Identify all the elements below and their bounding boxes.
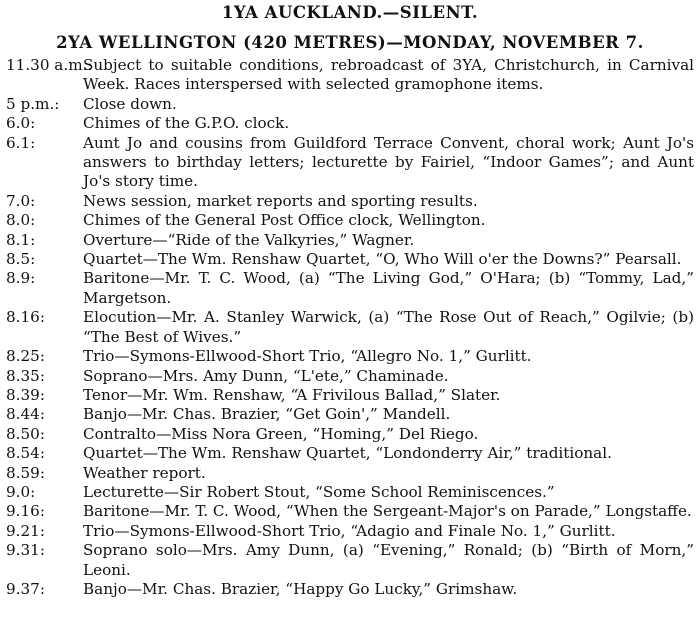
programme-entry: [6, 269, 694, 308]
programme-list: [6, 56, 694, 599]
programme-entry: [6, 541, 694, 580]
programme-entry: [6, 134, 694, 192]
programme-entry: [6, 425, 694, 444]
entry-time: 8.39:: [6, 385, 45, 404]
entry-text: Lecturette—Sir Robert Stout, “Some School Reminiscences.”: [83, 482, 555, 501]
entry-time: 8.1:: [6, 230, 36, 249]
programme-entry: [6, 502, 694, 521]
entry-text: Banjo—Mr. Chas. Brazier, “Happy Go Lucky,” Grimshaw.: [83, 579, 518, 598]
programme-entry: [6, 211, 694, 230]
entry-text: Weather report.: [83, 463, 206, 482]
entry-text: Chimes of the G.P.O. clock.: [83, 114, 290, 133]
programme-entry: [6, 192, 694, 211]
entry-time: 8.44:: [6, 405, 45, 424]
programme-entry: [6, 483, 694, 502]
programme-entry: [6, 308, 694, 347]
entry-text: Contralto—Miss Nora Green, “Homing,” Del Riego.: [83, 424, 479, 443]
programme-entry: [6, 386, 694, 405]
entry-time: 9.21:: [6, 521, 45, 540]
entry-time: 8.9:: [6, 269, 36, 288]
programme-entry: [6, 522, 694, 541]
entry-text: Aunt Jo and cousins from Guildford Terrace Convent, choral work; Aunt Jo's answers to birthday letters; lecturette by Fairiel, “Indoor Games”; and Aunt Jo's story time.: [83, 133, 694, 191]
programme-entry: [6, 231, 694, 250]
entry-text: Soprano solo—Mrs. Amy Dunn, (a) “Evening,” Ronald; (b) “Birth of Morn,” Leoni.: [83, 541, 694, 579]
entry-time: 9.0:: [6, 482, 36, 501]
entry-time: 9.16:: [6, 502, 45, 521]
entry-text: Tenor—Mr. Wm. Renshaw, “A Frivilous Ballad,” Slater.: [83, 385, 501, 404]
programme-entry: [6, 367, 694, 386]
entry-text: News session, market reports and sporting results.: [83, 191, 478, 210]
entry-time: 8.59:: [6, 463, 45, 482]
programme-entry: [6, 56, 694, 95]
programme-entry: [6, 347, 694, 366]
entry-text: Trio—Symons-Ellwood-Short Trio, “Adagio and Finale No. 1,” Gurlitt.: [83, 521, 616, 540]
entry-time: 8.5:: [6, 250, 36, 269]
programme-entry: [6, 444, 694, 463]
entry-text: Banjo—Mr. Chas. Brazier, “Get Goin',” Mandell.: [83, 405, 451, 424]
entry-time: 8.25:: [6, 347, 45, 366]
programme-entry: [6, 114, 694, 133]
entry-time: 9.31:: [6, 541, 45, 560]
entry-time: 8.35:: [6, 366, 45, 385]
entry-time: 9.37:: [6, 579, 45, 598]
entry-time: 11.30 a.m.:: [6, 56, 93, 74]
programme-entry: [6, 250, 694, 269]
entry-time: 8.50:: [6, 424, 45, 443]
entry-text: Overture—“Ride of the Valkyries,” Wagner.: [83, 230, 415, 249]
station-heading-1ya: 1YA AUCKLAND.—SILENT.: [221, 3, 479, 22]
entry-text: Soprano—Mrs. Amy Dunn, “L'ete,” Chaminade.: [83, 366, 449, 385]
entry-text: Baritone—Mr. T. C. Wood, (a) “The Living God,” O'Hara; (b) “Tommy, Lad,” Margetson.: [83, 269, 694, 307]
entry-time: 5 p.m.:: [6, 94, 60, 113]
entry-text: Quartet—The Wm. Renshaw Quartet, “Londonderry Air,” traditional.: [83, 444, 612, 463]
programme-entry: [6, 405, 694, 424]
programme-entry: [6, 95, 694, 114]
entry-text: Quartet—The Wm. Renshaw Quartet, “O, Who Will o'er the Downs?” Pearsall.: [83, 250, 682, 269]
entry-time: 7.0:: [6, 191, 36, 210]
entry-text: Trio—Symons-Ellwood-Short Trio, “Allegro No. 1,” Gurlitt.: [83, 347, 532, 366]
station-heading-2ya: 2YA WELLINGTON (420 METRES)—MONDAY, NOVEMBER 7.: [56, 33, 644, 52]
programme-entry: [6, 464, 694, 483]
entry-time: 8.16:: [6, 308, 45, 327]
entry-text: Subject to suitable conditions, rebroadcast of 3YA, Christchurch, in Carnival Week. Races interspersed with selected gramophone items.: [83, 56, 694, 94]
programme-entry: [6, 580, 694, 599]
entry-text: Close down.: [83, 94, 177, 113]
entry-text: Baritone—Mr. T. C. Wood, “When the Sergeant-Major's on Parade,” Longstaffe.: [83, 502, 692, 521]
entry-time: 6.0:: [6, 114, 36, 133]
entry-time: 6.1:: [6, 133, 36, 152]
entry-time: 8.54:: [6, 444, 45, 463]
entry-text: Elocution—Mr. A. Stanley Warwick, (a) “The Rose Out of Reach,” Ogilvie; (b) “The Best of Wives.”: [83, 308, 694, 346]
entry-time: 8.0:: [6, 211, 36, 230]
entry-text: Chimes of the General Post Office clock, Wellington.: [83, 211, 486, 230]
